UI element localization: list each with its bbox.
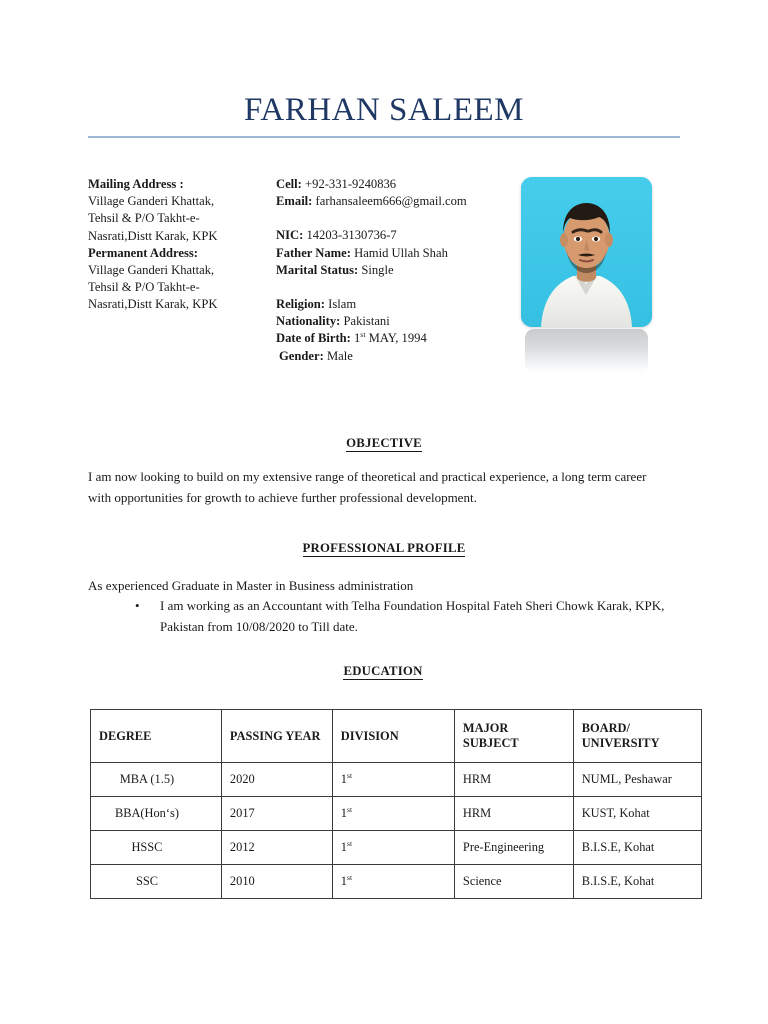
photo-container: [521, 177, 652, 327]
applicant-photo: [521, 177, 652, 327]
marital-status-value: Single: [361, 262, 394, 277]
gender-row: [276, 348, 511, 365]
date-of-birth-label: Date of Birth:: [276, 331, 351, 346]
cell-division: [332, 797, 454, 831]
column-header-division: DIVISION: [332, 710, 454, 763]
nationality-label: Nationality:: [276, 314, 341, 329]
nic-value: 14203-3130736-7: [306, 228, 397, 243]
table-row: [91, 763, 702, 797]
date-of-birth-rest: MAY, 1994: [368, 331, 427, 346]
table-row: [91, 797, 702, 831]
title-divider: [88, 136, 680, 138]
division-ordinal: st: [347, 838, 353, 848]
mailing-address-line-1: Village Ganderi Khattak,: [88, 194, 215, 209]
gender-value: Male: [326, 348, 353, 363]
nationality-value: Pakistani: [343, 314, 390, 329]
date-of-birth-row: [276, 330, 511, 347]
detail-spacer-1: [276, 210, 511, 227]
cell-label: Cell:: [276, 177, 302, 191]
cell-degree: MBA (1.5): [91, 763, 222, 797]
section-heading-objective: [0, 436, 768, 451]
cell-board: B.I.S.E, Kohat: [573, 865, 701, 899]
date-of-birth-day: 1: [354, 331, 361, 346]
cell-major-subject: HRM: [454, 797, 573, 831]
portrait-illustration: [521, 177, 652, 327]
mailing-address-label: Mailing Address :: [88, 177, 184, 191]
education-table-header: [91, 710, 702, 763]
column-header-board-university: [573, 710, 701, 763]
table-row: [91, 831, 702, 865]
section-heading-professional-profile: [0, 541, 768, 556]
cell-division: [332, 865, 454, 899]
education-table: [90, 709, 702, 899]
objective-heading-text: OBJECTIVE: [346, 436, 422, 450]
table-header-row: [91, 710, 702, 763]
father-name-row: [276, 245, 511, 262]
board-header-line-1: BOARD/: [581, 721, 630, 735]
cell-passing-year: 2012: [221, 831, 332, 865]
cell-major-subject: HRM: [454, 763, 573, 797]
cell-passing-year: 2020: [221, 763, 332, 797]
cell-board: KUST, Kohat: [573, 797, 701, 831]
cell-passing-year: 2010: [221, 865, 332, 899]
date-of-birth-ordinal: st: [360, 330, 366, 340]
personal-details-block: [276, 176, 511, 365]
email-row: [276, 193, 511, 210]
permanent-address-line-1: Village Ganderi Khattak,: [88, 263, 215, 278]
mailing-address-line-2: Tehsil & P/O Takht-e-: [88, 211, 200, 226]
professional-profile-heading-text: PROFESSIONAL PROFILE: [302, 541, 466, 555]
cell-division: [332, 831, 454, 865]
division-ordinal: st: [347, 872, 353, 882]
address-block: [88, 176, 258, 314]
division-ordinal: st: [347, 770, 353, 780]
cell-degree: HSSC: [91, 831, 222, 865]
board-header-line-2: UNIVERSITY: [581, 736, 660, 750]
column-header-degree: DEGREE: [91, 710, 222, 763]
table-row: [91, 865, 702, 899]
cell-passing-year: 2017: [221, 797, 332, 831]
nic-row: [276, 227, 511, 244]
division-number: 1: [340, 874, 347, 888]
cell-major-subject: Science: [454, 865, 573, 899]
photo-reflection: [525, 329, 648, 373]
division-number: 1: [340, 840, 347, 854]
cell-board: NUML, Peshawar: [573, 763, 701, 797]
detail-spacer-2: [276, 279, 511, 296]
marital-status-row: [276, 262, 511, 279]
cell-row: [276, 176, 511, 193]
section-heading-education: [0, 664, 768, 679]
father-name-value: Hamid Ullah Shah: [354, 245, 448, 260]
mailing-address-line-3: Nasrati,Distt Karak, KPK: [88, 228, 218, 243]
column-header-passing-year: PASSING YEAR: [221, 710, 332, 763]
father-name-label: Father Name:: [276, 245, 351, 260]
professional-profile-lead: As experienced Graduate in Master in Business administration: [88, 578, 414, 593]
education-heading-text: EDUCATION: [343, 664, 423, 678]
division-number: 1: [340, 772, 347, 786]
list-item: • I am working as an Accountant with Telha Foundation Hospital Fateh Sheri Chowk Karak, KPK, Pakistan from 10/08/2020 to Till date.: [88, 596, 671, 637]
objective-text: I am now looking to build on my extensive range of theoretical and practical experience, a long term career with opportunities for growth to achieve further professional development.: [88, 469, 647, 505]
cell-value: +92-331-9240836: [305, 177, 397, 191]
page-title: FARHAN SALEEM: [244, 92, 524, 128]
division-ordinal: st: [347, 804, 353, 814]
division-number: 1: [340, 806, 347, 820]
column-header-major-subject: MAJOR SUBJECT: [454, 710, 573, 763]
cell-degree: BBA(Hon‘s): [91, 797, 222, 831]
religion-value: Islam: [328, 297, 357, 312]
nationality-row: [276, 313, 511, 330]
religion-label: Religion:: [276, 297, 325, 312]
permanent-address-line-3: Nasrati,Distt Karak, KPK: [88, 297, 218, 312]
cell-division: [332, 763, 454, 797]
professional-profile-bullets: [88, 596, 671, 637]
permanent-address-label: Permanent Address:: [88, 245, 198, 260]
cell-major-subject: Pre-Engineering: [454, 831, 573, 865]
email-value: farhansaleem666@gmail.com: [315, 194, 467, 209]
cell-board: B.I.S.E, Kohat: [573, 831, 701, 865]
education-table-body: [91, 763, 702, 899]
permanent-address-line-2: Tehsil & P/O Takht-e-: [88, 280, 200, 295]
cell-degree: SSC: [91, 865, 222, 899]
nic-label: NIC:: [276, 228, 304, 243]
gender-label: Gender:: [279, 348, 324, 363]
marital-status-label: Marital Status:: [276, 262, 359, 277]
email-label: Email:: [276, 194, 313, 209]
religion-row: [276, 296, 511, 313]
